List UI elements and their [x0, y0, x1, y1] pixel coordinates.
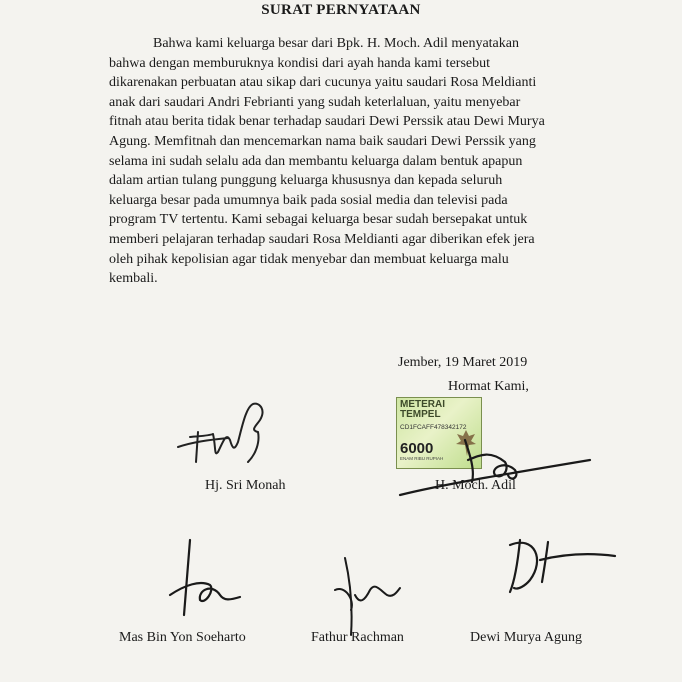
name-fathur: Fathur Rachman	[311, 630, 404, 645]
name-moch-adil: H. Moch. Adil	[435, 478, 516, 493]
place-date: Jember, 19 Maret 2019	[398, 355, 528, 370]
stamp-subtext: ENAM RIBU RUPIAH	[400, 456, 444, 461]
stamp-code: CD1FCAFF478342172	[400, 424, 467, 431]
name-dewi: Dewi Murya Agung	[470, 630, 582, 645]
signature-mas-bin	[150, 535, 250, 625]
document-title: SURAT PERNYATAAN	[261, 2, 421, 18]
stamp-value: 6000	[400, 440, 434, 457]
statement-body	[109, 34, 549, 289]
stamp-title: METERAI TEMPEL	[400, 399, 445, 420]
statement-paragraph: Bahwa kami keluarga besar dari Bpk. H. Moch. Adil menyatakan bahwa dengan memburuknya kondisi dari ayah handa kami tersebut dikarenakan perbuatan atau sikap dari cucunya yaitu saudari Rosa Meldianti anak dari saudari Andri Febrianti yang sudah keterlaluan, yaitu menyebar fitnah atau berita tidak benar terhadap saudari Dewi Perssik atau Dewi Murya Agung. Memfitnah dan mencemarkan nama baik saudari Dewi Perssik yang selama ini sudah selalu ada dan membantu keluarga dalam bentuk apapun dalam artian tulang punggung keluarga khususnya dan kepada seluruh keluarga besar pada umumnya baik pada sosial media dan televisi pada program TV tertentu. Kami sebagai keluarga besar sudah bersepakat untuk memberi pelajaran terhadap saudari Rosa Meldianti agar diberikan efek jera oleh pihak kepolisian agar tidak menyebar dan membuat keluarga malu kembali.	[109, 36, 545, 287]
signature-fathur	[325, 550, 405, 640]
closing-salutation: Hormat Kami,	[448, 379, 529, 394]
name-mas-bin: Mas Bin Yon Soeharto	[119, 630, 246, 645]
name-sri-monah: Hj. Sri Monah	[205, 478, 286, 493]
signature-sri-monah	[168, 392, 278, 472]
signature-dewi	[500, 530, 620, 600]
